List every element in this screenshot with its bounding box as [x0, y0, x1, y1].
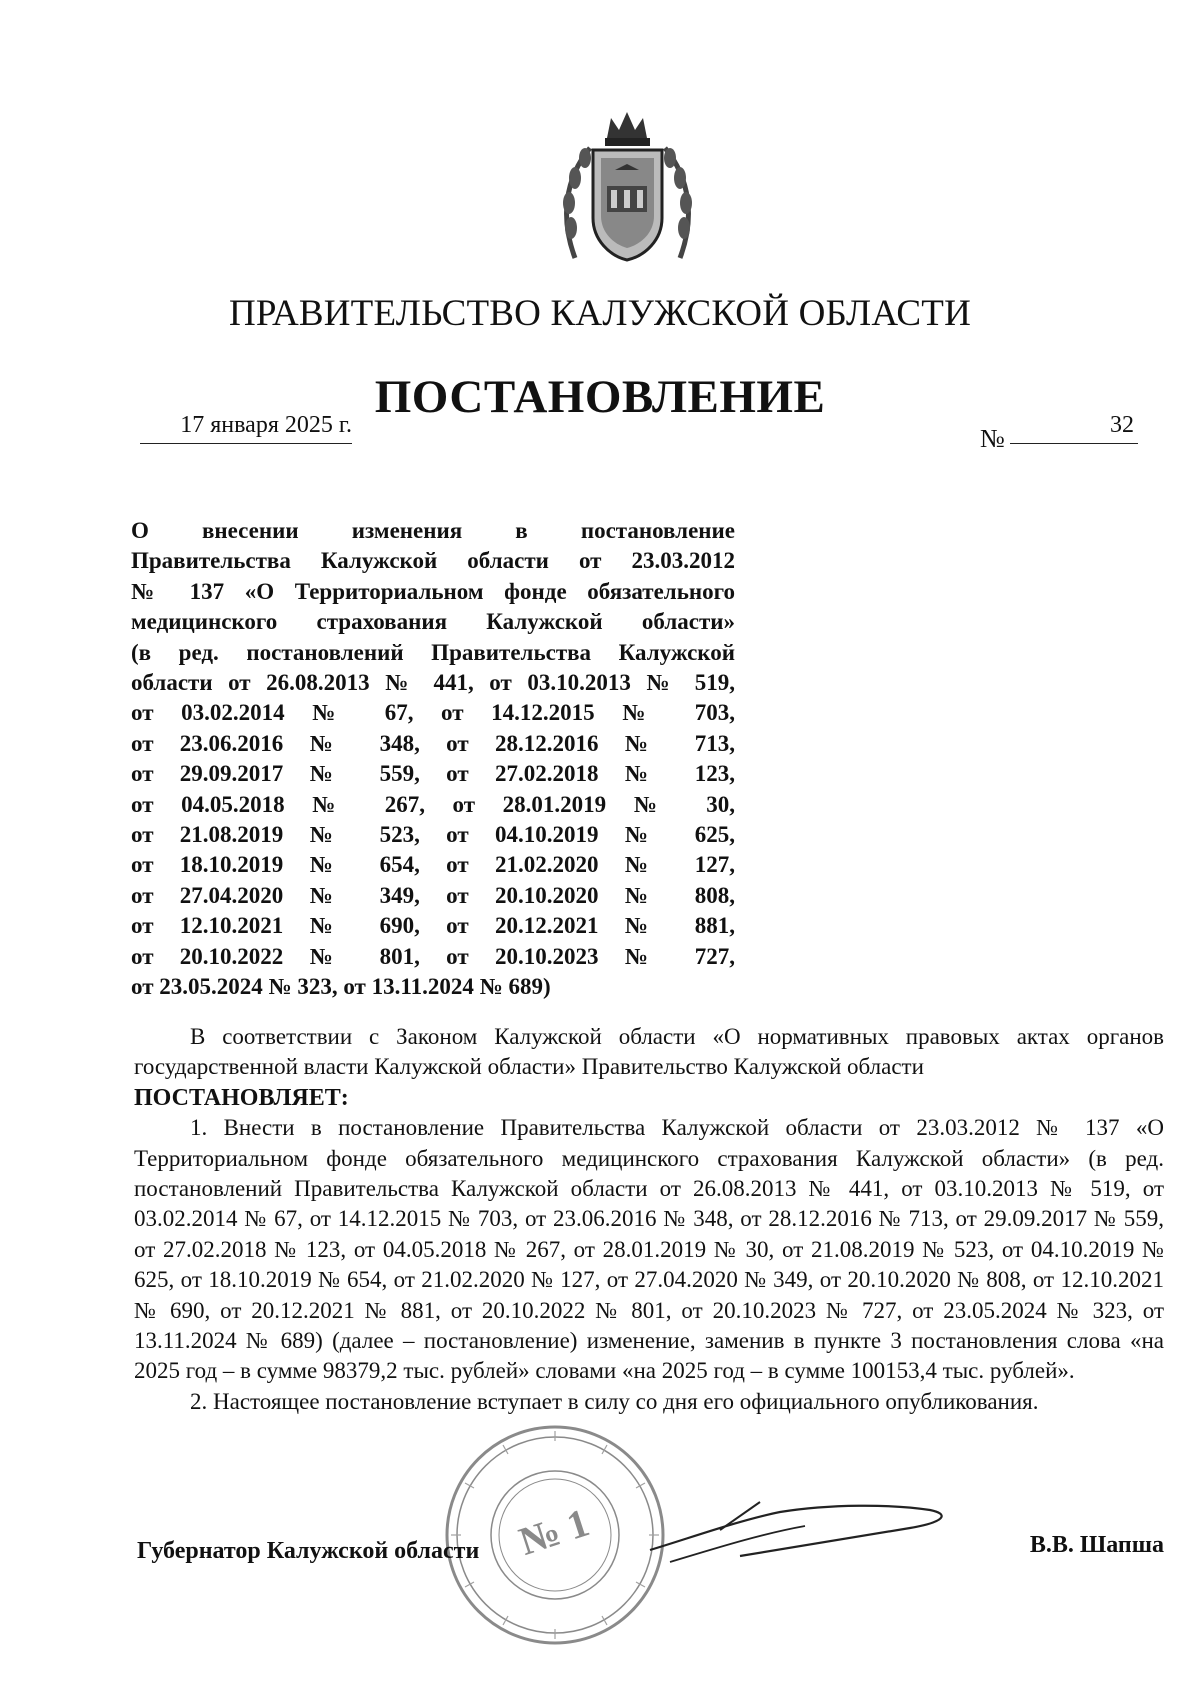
subject-line: от 18.10.2019 № 654, от 21.02.2020 № 127,: [131, 852, 735, 878]
body-item-2: 2. Настоящее постановление вступает в силу со дня его официального опубликования.: [190, 1388, 1039, 1414]
signer-title: Губернатор Калужской области: [137, 1538, 480, 1564]
handwritten-signature-icon: [630, 1490, 960, 1580]
subject-line: от 03.02.2014 № 67, от 14.12.2015 № 703,: [131, 700, 735, 726]
subject-line: от 29.09.2017 № 559, от 27.02.2018 № 123,: [131, 761, 735, 787]
stamp-number: № 1: [513, 1499, 595, 1564]
document-date: 17 января 2025 г.: [140, 412, 352, 444]
subject-line: области от 26.08.2013 № 441, от 03.10.2013 № 519,: [131, 670, 735, 696]
authority-title: ПРАВИТЕЛЬСТВО КАЛУЖСКОЙ ОБЛАСТИ: [228, 293, 971, 334]
document-number-label: №: [980, 424, 1005, 453]
subject-line: от 20.10.2022 № 801, от 20.10.2023 № 727,: [131, 943, 735, 969]
subject-line: от 23.06.2016 № 348, от 28.12.2016 № 713,: [131, 730, 735, 756]
subject-line: № 137 «О Территориальном фонде обязательного: [131, 578, 735, 604]
coat-of-arms-icon: [555, 108, 700, 268]
subject-line: О внесении изменения в постановление: [131, 518, 735, 543]
subject-line: от 12.10.2021 № 690, от 20.12.2021 № 881,: [131, 913, 735, 939]
subject-line: от 27.04.2020 № 349, от 20.10.2020 № 808,: [131, 882, 735, 908]
subject-line: от 23.05.2024 № 323, от 13.11.2024 № 689): [131, 974, 551, 1000]
subject-line: от 04.05.2018 № 267, от 28.01.2019 № 30,: [131, 791, 735, 817]
document-number: 32: [1010, 412, 1138, 444]
document-body: [134, 1022, 1164, 1417]
body-item-1: 1. Внести в постановление Правительства Калужской области от 23.03.2012 № 137 «О Территориальном фонде обязательного медицинского страхования Калужской области» (в ред. постановлений Правительства Калужской области от 26.08.2013 № 441, от 03.10.2013 № 519, от 03.02.2014 № 67, от 14.12.2015 № 703, от 23.06.2016 № 348, от 28.12.2016 № 713, от 29.09.2017 № 559, от 27.02.2018 № 123, от 04.05.2018 № 267, от 28.01.2019 № 30, от 21.08.2019 № 523, от 04.10.2019 № 625, от 18.10.2019 № 654, от 21.02.2020 № 127, от 27.04.2020 № 349, от 20.10.2020 № 808, от 12.10.2021 № 690, от 20.12.2021 № 881, от 20.10.2022 № 801, от 20.10.2023 № 727, от 23.05.2024 № 323, от 13.11.2024 № 689) (далее – постановление) изменение, заменив в пункте 3 постановления слова «на 2025 год – в сумме 98379,2 тыс. рублей» словами «на 2025 год – в сумме 100153,4 тыс. рублей».: [134, 1115, 1164, 1384]
signer-name: В.В. Шапша: [1029, 1532, 1164, 1558]
subject-line: от 21.08.2019 № 523, от 04.10.2019 № 625,: [131, 822, 735, 848]
subject-line: Правительства Калужской области от 23.03.2012: [131, 548, 735, 574]
document-subject: [131, 516, 735, 1003]
subject-line: медицинского страхования Калужской области»: [131, 609, 735, 635]
body-intro: В соответствии с Законом Калужской области «О нормативных правовых актах органов государственной власти Калужской области» Правительство Калужской области: [134, 1024, 1164, 1080]
document-type-title: ПОСТАНОВЛЕНИЕ: [374, 371, 826, 423]
body-decree: ПОСТАНОВЛЯЕТ:: [134, 1084, 349, 1111]
subject-line: (в ред. постановлений Правительства Калужской: [131, 639, 735, 665]
